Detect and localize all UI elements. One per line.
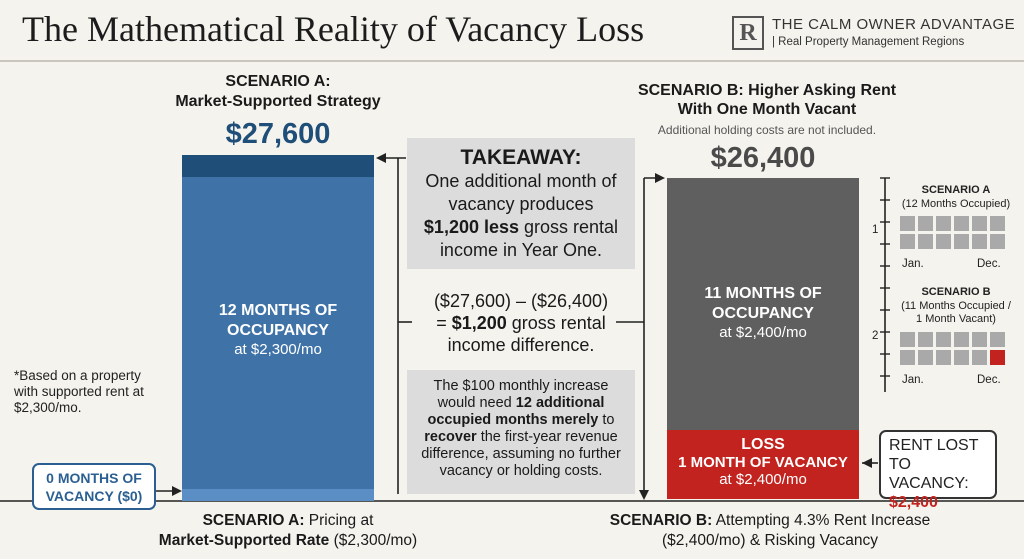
zero-vacancy-callout [32, 463, 156, 510]
legend-a-subtitle: (12 Months Occupied) [901, 198, 1011, 210]
scenario-a-footer-line1 [148, 512, 428, 530]
scenario-b-bar-label-line1: 11 MONTHS OF [704, 285, 822, 302]
legend-a-occupied-month [990, 216, 1005, 231]
legend-b-month-grid [900, 332, 1008, 368]
legend-b-occupied-month [936, 332, 951, 347]
recovery-text3: the first-year revenue difference, assuming no further vacancy or holding costs. [421, 429, 621, 479]
legend-a-occupied-month [990, 234, 1005, 249]
scenario-a-subheading: Market-Supported Strategy [175, 93, 381, 110]
legend-b-subtitle2: 1 Month Vacant) [916, 313, 996, 325]
takeaway-line1: One additional month of [425, 171, 617, 191]
takeaway-line2: vacancy produces [448, 194, 594, 214]
legend-b-occupied-month [954, 350, 969, 365]
recovery-text1: The $100 monthly increase would need [433, 378, 609, 411]
scenario-b-footer-text1: Attempting 4.3% Rent Increase [712, 512, 931, 529]
scenario-a-footer-line2 [118, 532, 458, 550]
recovery-text2: to [598, 412, 615, 428]
brand-subtitle: | Real Property Management Regions [772, 36, 965, 48]
scenario-b-total: $26,400 [710, 142, 816, 174]
footnote: *Based on a property with supported rent at $2,300/mo. [14, 368, 144, 415]
difference-line2 [398, 312, 644, 334]
difference-equals: = [436, 313, 452, 333]
legend-b-occupied-month [918, 332, 933, 347]
rent-lost-line1: RENT LOST [889, 437, 979, 454]
difference-calculation [398, 290, 644, 356]
scenario-b-footer-line2: ($2,400/mo) & Risking Vacancy [662, 532, 878, 549]
scenario-a-bar-cap [182, 155, 374, 177]
scenario-b-heading: SCENARIO B: Higher Asking Rent [637, 82, 897, 99]
legend-a-occupied-month [972, 234, 987, 249]
difference-line1: ($27,600) – ($26,400) [433, 291, 609, 311]
loss-label: LOSS [741, 436, 785, 453]
scenario-b-loss-bar [667, 430, 859, 499]
loss-rate: at $2,400/mo [719, 471, 807, 488]
arrow-down-icon [639, 490, 649, 500]
legend-b-index: 2 [872, 330, 879, 342]
legend-a-occupied-month [900, 216, 915, 231]
recovery-bold1: 12 additional occupied months merely [427, 395, 605, 428]
legend-b-vacant-month [990, 350, 1005, 365]
scenario-a-footer-text2: ($2,300/mo) [329, 532, 418, 549]
legend-b-occupied-month [972, 332, 987, 347]
legend-a-occupied-month [900, 234, 915, 249]
brand-logo: R [732, 16, 764, 50]
takeaway-amount: $1,200 less [423, 217, 520, 237]
scenario-b-footer-line1 [590, 512, 950, 530]
legend-b-occupied-month [972, 350, 987, 365]
legend-a-title: SCENARIO A [921, 184, 991, 196]
takeaway-line3 [407, 216, 635, 239]
legend-b-subtitle1: (11 Months Occupied / [901, 300, 1011, 312]
scenario-a-footer-bold2: Market-Supported Rate [158, 532, 330, 549]
scenario-a-footer-bold1: SCENARIO A: [202, 512, 305, 529]
scenario-b-footer-bold: SCENARIO B: [609, 512, 713, 529]
scenario-b-bar-label [667, 284, 859, 341]
zero-vacancy-line2: VACANCY ($0) [45, 488, 143, 504]
legend-a-month-grid [900, 216, 1008, 252]
legend-b-occupied-month [918, 350, 933, 365]
rent-lost-amount: $2,400 [889, 494, 938, 511]
takeaway-box [407, 138, 635, 269]
page-title: The Mathematical Reality of Vacancy Loss [22, 9, 645, 49]
scenario-a-total: $27,600 [225, 118, 331, 150]
rent-lost-line2: TO VACANCY: [889, 456, 969, 492]
difference-line3: income difference. [447, 335, 595, 355]
scenario-b-bar-label-line2: OCCUPANCY [712, 305, 814, 322]
scenario-b-bar-rate: at $2,400/mo [719, 324, 807, 341]
scenario-a-bar-label [182, 301, 374, 358]
rent-lost-callout [879, 430, 997, 511]
recovery-bold2: recover [424, 429, 477, 445]
legend-b-occupied-month [900, 350, 915, 365]
arrow-a-icon [376, 153, 386, 163]
scenario-a-bar-label-line2: OCCUPANCY [227, 322, 329, 339]
rent-lost-arrow-icon [862, 458, 872, 468]
legend-b-occupied-month [954, 332, 969, 347]
legend-b-occupied-month [990, 332, 1005, 347]
scenario-b-subheading: With One Month Vacant [677, 101, 857, 118]
loss-months: 1 MONTH OF VACANCY [678, 454, 848, 471]
legend-a-dec: Dec. [977, 258, 1001, 270]
zero-vacancy-line1: 0 MONTHS OF [46, 470, 142, 486]
difference-amount: $1,200 [451, 313, 507, 333]
legend-a-occupied-month [936, 216, 951, 231]
legend-a-occupied-month [918, 216, 933, 231]
legend-a-occupied-month [954, 216, 969, 231]
takeaway-line3-text: gross rental [519, 217, 619, 237]
legend-a-occupied-month [972, 216, 987, 231]
arrow-b-icon [655, 173, 665, 183]
scenario-a-footer-text1: Pricing at [304, 512, 374, 529]
scenario-a-bar-label-line1: 12 MONTHS OF [218, 302, 338, 319]
legend-b-dec: Dec. [977, 374, 1001, 386]
brand-name: THE CALM OWNER ADVANTAGE [772, 16, 1016, 33]
zero-arrow-icon [172, 486, 182, 496]
legend-a-occupied-month [936, 234, 951, 249]
legend-b-occupied-month [900, 332, 915, 347]
legend-b-occupied-month [936, 350, 951, 365]
legend-a-index: 1 [872, 224, 879, 236]
recovery-box [407, 370, 635, 494]
legend-b-jan: Jan. [902, 374, 924, 386]
takeaway-line4: income in Year One. [439, 240, 603, 260]
scenario-a-vacancy-bar [182, 489, 374, 501]
scenario-a-bar-rate: at $2,300/mo [234, 341, 322, 358]
scenario-a-heading: SCENARIO A: [225, 73, 331, 90]
legend-a-jan: Jan. [902, 258, 924, 270]
legend-a-occupied-month [918, 234, 933, 249]
legend-a-occupied-month [954, 234, 969, 249]
takeaway-heading: TAKEAWAY: [460, 146, 582, 169]
legend-b-title: SCENARIO B [921, 286, 991, 298]
scenario-b-subnote: Additional holding costs are not included. [657, 123, 877, 137]
difference-line2-text: gross rental [506, 313, 606, 333]
